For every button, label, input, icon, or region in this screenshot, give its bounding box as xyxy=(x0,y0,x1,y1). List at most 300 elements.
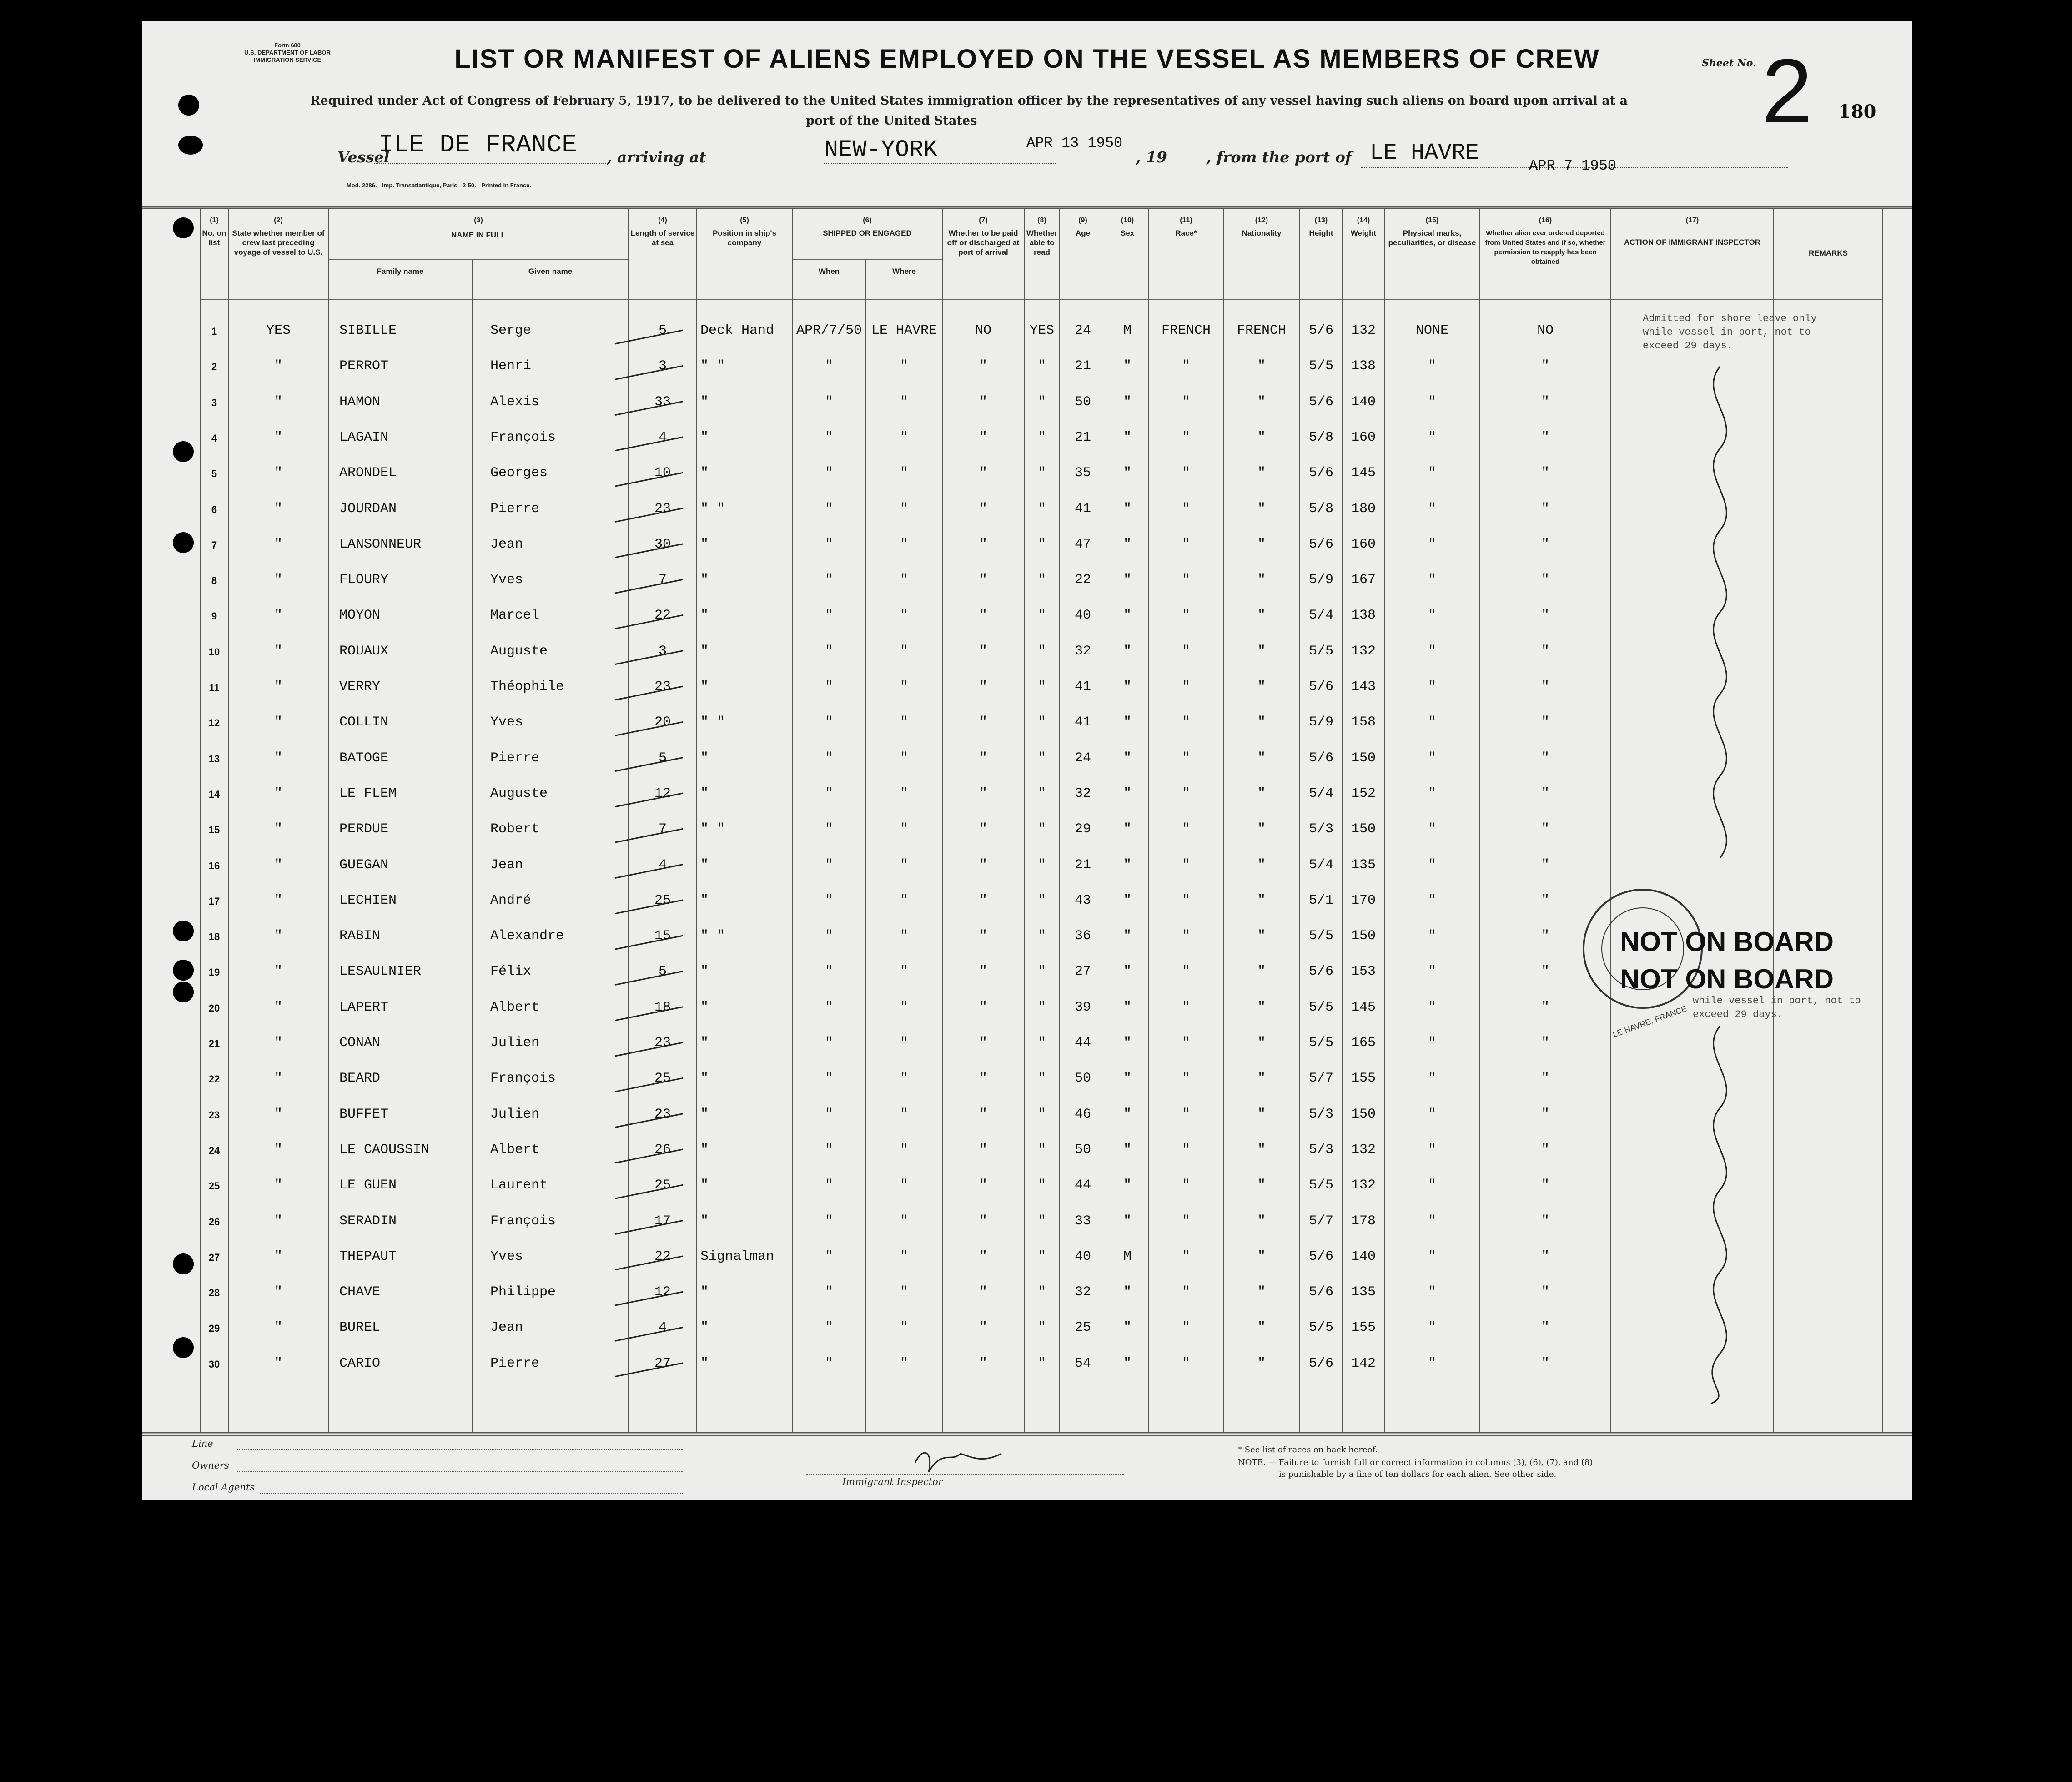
column-number: (7) xyxy=(979,216,988,224)
cell-race: " xyxy=(1182,892,1190,908)
cell-sex: M xyxy=(1123,1248,1132,1264)
cell-given: Julien xyxy=(490,1035,540,1051)
cell-given: Yves xyxy=(490,572,523,588)
cell-service: 3 xyxy=(658,643,667,659)
cell-height: 5/6 xyxy=(1308,323,1333,338)
cell-given: Pierre xyxy=(490,501,540,517)
cell-sex: " xyxy=(1123,358,1132,374)
cell-sex: " xyxy=(1123,928,1132,944)
cell-member: " xyxy=(274,999,282,1015)
cell-position: " xyxy=(700,465,709,481)
cell-position: " xyxy=(700,608,709,624)
cell-race: " xyxy=(1182,1071,1190,1087)
column-header: Whether able to read xyxy=(1026,229,1057,257)
cell-weight: 132 xyxy=(1351,643,1376,659)
cell-weight: 150 xyxy=(1351,750,1376,766)
cell-family: CARIO xyxy=(339,1355,381,1371)
form-service: IMMIGRATION SERVICE xyxy=(253,56,322,63)
cell-read: " xyxy=(1037,572,1046,588)
column-header: Weight xyxy=(1350,229,1377,237)
cell-height: 5/5 xyxy=(1308,1178,1333,1193)
cell-where: " xyxy=(900,715,908,730)
cell-marks: " xyxy=(1428,1142,1436,1158)
cell-race: " xyxy=(1182,429,1190,445)
page-reference: 180 xyxy=(1838,101,1876,122)
cell-read: " xyxy=(1037,465,1046,481)
cell-where: " xyxy=(900,857,908,873)
cell-age: 50 xyxy=(1074,1071,1091,1087)
cell-when: " xyxy=(825,1248,833,1264)
cell-age: 27 xyxy=(1074,964,1091,980)
cell-height: 5/6 xyxy=(1308,465,1333,481)
row-number: 4 xyxy=(211,432,217,444)
cell-weight: 132 xyxy=(1351,323,1376,338)
cell-height: 5/4 xyxy=(1308,785,1333,801)
cell-family: LE FLEM xyxy=(339,785,397,801)
inspector-note-line: while vessel in port, not to xyxy=(1643,327,1811,338)
column-number: (8) xyxy=(1037,216,1046,224)
cell-race: " xyxy=(1182,1248,1190,1264)
cell-race: " xyxy=(1182,1320,1190,1336)
cell-deported: " xyxy=(1541,964,1549,980)
cell-position: " xyxy=(700,572,709,588)
cell-service: 4 xyxy=(658,857,667,873)
cell-given: Philippe xyxy=(490,1284,556,1300)
cell-height: 5/1 xyxy=(1308,892,1333,908)
year-label: , 19 xyxy=(1136,148,1167,166)
cell-race: " xyxy=(1182,679,1190,695)
not-on-board-stamp: NOT ON BOARD xyxy=(1620,964,1834,994)
cell-read: " xyxy=(1037,679,1046,695)
cell-position: " xyxy=(700,785,709,801)
cell-race: " xyxy=(1182,501,1190,517)
cell-marks: " xyxy=(1428,857,1436,873)
cell-family: LANSONNEUR xyxy=(339,536,422,552)
cell-deported: " xyxy=(1541,1178,1549,1193)
cell-member: " xyxy=(274,394,282,410)
cell-given: Auguste xyxy=(490,643,548,659)
cell-race: " xyxy=(1182,358,1190,374)
cell-nationality: " xyxy=(1257,928,1266,944)
cell-position: " xyxy=(700,1035,709,1051)
cell-deported: " xyxy=(1541,1213,1549,1229)
cell-paid: " xyxy=(979,501,987,517)
cell-given: Albert xyxy=(490,1142,540,1158)
cell-deported: " xyxy=(1541,501,1549,517)
cell-sex: " xyxy=(1123,679,1132,695)
sheet-label: Sheet No. xyxy=(1702,57,1756,69)
cell-position: " xyxy=(700,857,709,873)
cell-race: " xyxy=(1182,1106,1190,1122)
cell-marks: " xyxy=(1428,358,1436,374)
cell-position: " xyxy=(700,1071,709,1087)
cell-sex: " xyxy=(1123,536,1132,552)
column-number: (13) xyxy=(1314,216,1328,224)
cell-age: 40 xyxy=(1074,1248,1091,1264)
cell-nationality: " xyxy=(1257,1106,1266,1122)
column-number: (1) xyxy=(210,216,219,224)
cell-family: BUREL xyxy=(339,1320,381,1336)
vessel-label: Vessel xyxy=(337,148,390,166)
column-header: Whether alien ever ordered deported from United States and if so, whether permission to reapply has been obtained xyxy=(1485,229,1606,266)
cell-weight: 145 xyxy=(1351,999,1376,1015)
cell-family: PERDUE xyxy=(339,821,389,837)
cell-paid: NO xyxy=(975,323,991,338)
cell-nationality: " xyxy=(1257,785,1266,801)
cell-position: " xyxy=(700,999,709,1015)
cell-nationality: " xyxy=(1257,1355,1266,1371)
cell-given: Georges xyxy=(490,465,548,481)
cell-nationality: " xyxy=(1257,1284,1266,1300)
cell-when: " xyxy=(825,1284,833,1300)
inspector-note-line: while vessel in port, not to xyxy=(1693,995,1861,1007)
cell-service: 12 xyxy=(654,785,671,801)
cell-service: 5 xyxy=(658,323,667,338)
cell-read: " xyxy=(1037,536,1046,552)
cell-position: " xyxy=(700,643,709,659)
cell-member: " xyxy=(274,785,282,801)
cell-weight: 140 xyxy=(1351,394,1376,410)
cell-family: SERADIN xyxy=(339,1213,397,1229)
row-number: 6 xyxy=(211,503,217,515)
cell-race: " xyxy=(1182,1178,1190,1193)
cell-position: " xyxy=(700,1142,709,1158)
cell-age: 24 xyxy=(1074,750,1091,766)
cell-paid: " xyxy=(979,892,987,908)
cell-weight: 138 xyxy=(1351,358,1376,374)
cell-when: " xyxy=(825,429,833,445)
cell-marks: " xyxy=(1428,1035,1436,1051)
cell-where: " xyxy=(900,358,908,374)
cell-height: 5/5 xyxy=(1308,1320,1333,1336)
cell-race: " xyxy=(1182,643,1190,659)
cell-sex: " xyxy=(1123,821,1132,837)
cell-height: 5/3 xyxy=(1308,1106,1333,1122)
cell-weight: 152 xyxy=(1351,785,1376,801)
row-number: 1 xyxy=(211,326,217,337)
cell-deported: " xyxy=(1541,679,1549,695)
row-number: 23 xyxy=(208,1109,220,1121)
cell-sex: " xyxy=(1123,1355,1132,1371)
cell-when: " xyxy=(825,572,833,588)
cell-where: LE HAVRE xyxy=(871,323,937,338)
cell-read: " xyxy=(1037,1142,1046,1158)
column-number: (2) xyxy=(274,216,283,224)
row-number: 10 xyxy=(208,646,220,658)
cell-deported: " xyxy=(1541,429,1549,445)
cell-height: 5/6 xyxy=(1308,1248,1333,1264)
cell-read: " xyxy=(1037,1035,1046,1051)
cell-given: Jean xyxy=(490,536,523,552)
cell-marks: " xyxy=(1428,679,1436,695)
row-number: 20 xyxy=(208,1002,220,1014)
cell-weight: 160 xyxy=(1351,536,1376,552)
cell-height: 5/5 xyxy=(1308,928,1333,944)
cell-race: " xyxy=(1182,785,1190,801)
cell-family: THEPAUT xyxy=(339,1248,397,1264)
cell-where: " xyxy=(900,1142,908,1158)
cell-family: JOURDAN xyxy=(339,501,397,517)
cell-weight: 135 xyxy=(1351,857,1376,873)
cell-where: " xyxy=(900,1178,908,1193)
cell-when: " xyxy=(825,750,833,766)
cell-height: 5/6 xyxy=(1308,679,1333,695)
cell-age: 33 xyxy=(1074,1213,1091,1229)
vessel-name: ILE DE FRANCE xyxy=(378,130,577,159)
cell-marks: " xyxy=(1428,1106,1436,1122)
cell-sex: " xyxy=(1123,1284,1132,1300)
cell-deported: " xyxy=(1541,1284,1549,1300)
cell-read: " xyxy=(1037,821,1046,837)
cell-family: MOYON xyxy=(339,608,381,624)
cell-position: " xyxy=(700,964,709,980)
row-number: 3 xyxy=(211,397,217,408)
cell-where: " xyxy=(900,821,908,837)
cell-nationality: " xyxy=(1257,465,1266,481)
cell-where: " xyxy=(900,1284,908,1300)
cell-family: LAGAIN xyxy=(339,429,389,445)
cell-marks: " xyxy=(1428,1248,1436,1264)
cell-marks: " xyxy=(1428,715,1436,730)
cell-given: Marcel xyxy=(490,608,540,624)
row-number: 24 xyxy=(208,1144,220,1156)
cell-weight: 138 xyxy=(1351,608,1376,624)
row-number: 14 xyxy=(208,788,220,800)
cell-age: 24 xyxy=(1074,323,1091,338)
cell-race: " xyxy=(1182,1142,1190,1158)
column-header: State whether member of crew last preceding voyage of vessel to U.S. xyxy=(232,229,325,257)
cell-service: 25 xyxy=(654,1071,671,1087)
form-department: U.S. DEPARTMENT OF LABOR xyxy=(244,49,331,56)
cell-member: " xyxy=(274,964,282,980)
cell-given: Pierre xyxy=(490,750,540,766)
cell-age: 46 xyxy=(1074,1106,1091,1122)
cell-where: " xyxy=(900,785,908,801)
subtitle-line-2: port of the United States xyxy=(806,114,977,128)
cell-deported: " xyxy=(1541,892,1549,908)
cell-where: " xyxy=(900,394,908,410)
cell-weight: 132 xyxy=(1351,1142,1376,1158)
cell-when: " xyxy=(825,821,833,837)
cell-paid: " xyxy=(979,536,987,552)
column-header: Sex xyxy=(1120,229,1135,237)
column-number: (6) xyxy=(863,216,872,224)
cell-weight: 150 xyxy=(1351,928,1376,944)
cell-marks: " xyxy=(1428,501,1436,517)
cell-nationality: " xyxy=(1257,857,1266,873)
cell-race: " xyxy=(1182,572,1190,588)
cell-sex: " xyxy=(1123,465,1132,481)
cell-sex: " xyxy=(1123,394,1132,410)
cell-sex: " xyxy=(1123,429,1132,445)
cell-where: " xyxy=(900,1035,908,1051)
cell-paid: " xyxy=(979,1178,987,1193)
cell-position: " " xyxy=(700,358,725,374)
cell-deported: " xyxy=(1541,465,1549,481)
footer-owners-label: Owners xyxy=(192,1460,229,1471)
cell-marks: " xyxy=(1428,1213,1436,1229)
cell-position: " xyxy=(700,892,709,908)
cell-family: RABIN xyxy=(339,928,381,944)
manifest-sheet xyxy=(142,21,1912,1500)
cell-read: " xyxy=(1037,750,1046,766)
column-header: Physical marks, peculiarities, or disease xyxy=(1388,229,1476,247)
cell-age: 22 xyxy=(1074,572,1091,588)
cell-age: 44 xyxy=(1074,1035,1091,1051)
ditto-wave-upper xyxy=(1714,367,1727,858)
cell-where: " xyxy=(900,1355,908,1371)
cell-member: " xyxy=(274,821,282,837)
form-number: Form 680 xyxy=(274,42,301,49)
cell-marks: " xyxy=(1428,1178,1436,1193)
cell-paid: " xyxy=(979,1142,987,1158)
cell-read: " xyxy=(1037,429,1046,445)
column-header: ACTION OF IMMIGRANT INSPECTOR xyxy=(1624,238,1760,247)
cell-height: 5/4 xyxy=(1308,857,1333,873)
cell-weight: 170 xyxy=(1351,892,1376,908)
cell-read: " xyxy=(1037,928,1046,944)
cell-paid: " xyxy=(979,572,987,588)
cell-sex: M xyxy=(1123,323,1132,338)
cell-where: " xyxy=(900,429,908,445)
cell-race: " xyxy=(1182,999,1190,1015)
cell-sex: " xyxy=(1123,715,1132,730)
cell-member: " xyxy=(274,572,282,588)
cell-marks: " xyxy=(1428,892,1436,908)
cell-service: 17 xyxy=(654,1213,671,1229)
cell-paid: " xyxy=(979,821,987,837)
cell-weight: 165 xyxy=(1351,1035,1376,1051)
footer-owners-rule xyxy=(237,1471,683,1472)
cell-marks: " xyxy=(1428,750,1436,766)
cell-member: " xyxy=(274,465,282,481)
cell-deported: NO xyxy=(1537,323,1554,338)
cell-service: 26 xyxy=(654,1142,671,1158)
cell-nationality: " xyxy=(1257,1071,1266,1087)
cell-age: 35 xyxy=(1074,465,1091,481)
row-number: 13 xyxy=(208,753,220,765)
cell-given: Julien xyxy=(490,1106,540,1122)
cell-member: " xyxy=(274,1248,282,1264)
cell-member: " xyxy=(274,536,282,552)
cell-position: Signalman xyxy=(700,1248,774,1264)
cell-weight: 155 xyxy=(1351,1071,1376,1087)
cell-service: 5 xyxy=(658,750,667,766)
cell-read: " xyxy=(1037,1178,1046,1193)
cell-service: 5 xyxy=(658,964,667,980)
cell-sex: " xyxy=(1123,785,1132,801)
cell-age: 32 xyxy=(1074,1284,1091,1300)
cell-service: 27 xyxy=(654,1355,671,1371)
subheader-where: Where xyxy=(892,267,916,276)
cell-race: FRENCH xyxy=(1161,323,1211,338)
cell-read: " xyxy=(1037,1106,1046,1122)
cell-sex: " xyxy=(1123,643,1132,659)
cell-nationality: " xyxy=(1257,394,1266,410)
subheader-given: Given name xyxy=(528,267,573,276)
row-number: 18 xyxy=(208,931,220,943)
cell-family: ARONDEL xyxy=(339,465,397,481)
cell-marks: " xyxy=(1428,1320,1436,1336)
column-number: (3) xyxy=(474,216,483,224)
cell-weight: 150 xyxy=(1351,821,1376,837)
cell-race: " xyxy=(1182,1213,1190,1229)
cell-given: Laurent xyxy=(490,1178,548,1193)
cell-sex: " xyxy=(1123,1035,1132,1051)
cell-nationality: " xyxy=(1257,750,1266,766)
cell-when: " xyxy=(825,892,833,908)
cell-member: " xyxy=(274,429,282,445)
cell-weight: 145 xyxy=(1351,465,1376,481)
cell-deported: " xyxy=(1541,1071,1549,1087)
cell-when: " xyxy=(825,1071,833,1087)
cell-age: 39 xyxy=(1074,999,1091,1015)
cell-weight: 160 xyxy=(1351,429,1376,445)
inspector-signature xyxy=(915,1453,1001,1472)
cell-service: 10 xyxy=(654,465,671,481)
not-on-board-stamp: NOT ON BOARD xyxy=(1620,926,1834,957)
cell-height: 5/9 xyxy=(1308,572,1333,588)
cell-family: HAMON xyxy=(339,394,381,410)
row-number: 16 xyxy=(208,860,220,871)
cell-deported: " xyxy=(1541,857,1549,873)
cell-where: " xyxy=(900,501,908,517)
cell-when: " xyxy=(825,358,833,374)
cell-paid: " xyxy=(979,394,987,410)
ditto-wave-lower xyxy=(1711,1026,1726,1404)
cell-race: " xyxy=(1182,394,1190,410)
cell-read: " xyxy=(1037,608,1046,624)
footer-agents-label: Local Agents xyxy=(192,1482,255,1493)
cell-read: " xyxy=(1037,999,1046,1015)
cell-read: " xyxy=(1037,785,1046,801)
column-number: (16) xyxy=(1539,216,1552,224)
cell-member: " xyxy=(274,679,282,695)
cell-family: BEARD xyxy=(339,1071,381,1087)
cell-weight: 132 xyxy=(1351,1178,1376,1193)
signature-rule xyxy=(806,1474,1124,1475)
cell-age: 47 xyxy=(1074,536,1091,552)
cell-member: " xyxy=(274,1355,282,1371)
cell-service: 23 xyxy=(654,501,671,517)
cell-given: François xyxy=(490,1213,556,1229)
cell-race: " xyxy=(1182,465,1190,481)
cell-deported: " xyxy=(1541,1248,1549,1264)
cell-family: ROUAUX xyxy=(339,643,389,659)
cell-service: 4 xyxy=(658,1320,667,1336)
cell-family: VERRY xyxy=(339,679,381,695)
cell-height: 5/8 xyxy=(1308,429,1333,445)
cell-service: 4 xyxy=(658,429,667,445)
cell-marks: " xyxy=(1428,465,1436,481)
cell-service: 12 xyxy=(654,1284,671,1300)
cell-where: " xyxy=(900,1213,908,1229)
cell-given: Théophile xyxy=(490,679,564,695)
cell-weight: 178 xyxy=(1351,1213,1376,1229)
column-header: Position in ship's company xyxy=(712,229,777,247)
cell-position: " xyxy=(700,750,709,766)
cell-deported: " xyxy=(1541,1035,1549,1051)
subheader-family: Family name xyxy=(377,267,424,276)
cell-sex: " xyxy=(1123,964,1132,980)
cell-age: 44 xyxy=(1074,1178,1091,1193)
cell-race: " xyxy=(1182,1355,1190,1371)
cell-age: 32 xyxy=(1074,785,1091,801)
cell-when: " xyxy=(825,394,833,410)
column-number: (12) xyxy=(1255,216,1268,224)
cell-paid: " xyxy=(979,1106,987,1122)
cell-sex: " xyxy=(1123,1213,1132,1229)
